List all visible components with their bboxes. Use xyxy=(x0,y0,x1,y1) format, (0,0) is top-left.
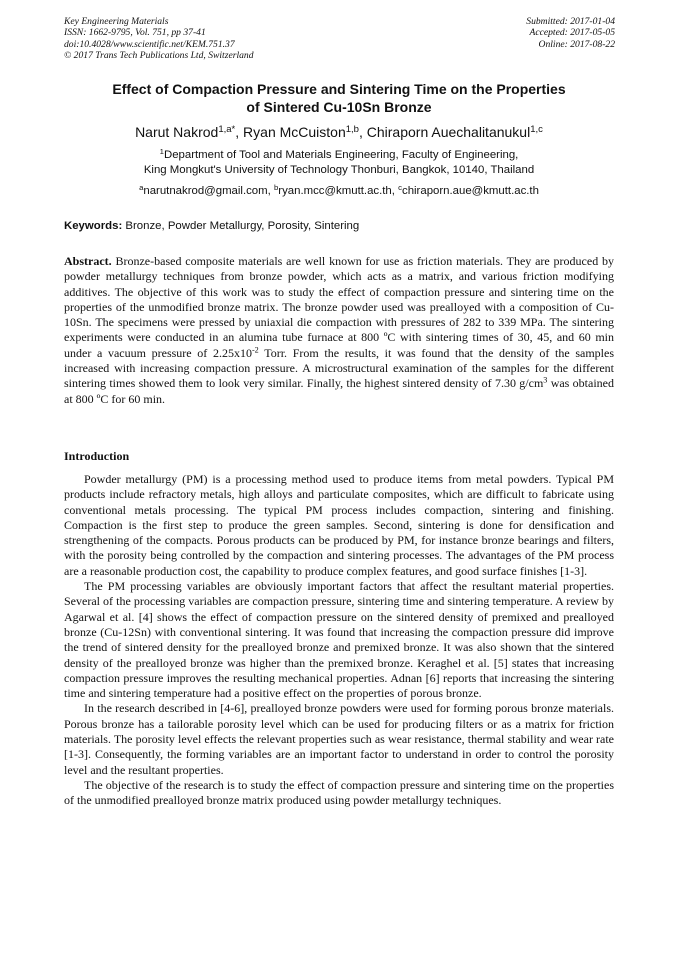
abstract-exponent: -2 xyxy=(251,345,259,355)
abstract-text: Bronze-based composite materials are well known for use as friction materials. They are produced by powder metallurgy techniques from bronze powder, which acts as a matrix, and various friction modifying additives. The objective of this work was to study the effect of compaction pressure and sintering time on the properties of the unmodified bronze matrix. The bronze powder used was prealloyed with a composition of Cu-10Sn. The specimens were pressed by uniaxial die compaction with pressures of 282 to 339 MPa. The sintering experiments were conducted in an alumina tube furnace at 800 ºC with sintering times of 30, 45, and 60 min under a vacuum pressure of 2.25x10 xyxy=(64,254,614,360)
publication-dates xyxy=(526,16,615,50)
keywords-label: Keywords: xyxy=(64,220,123,232)
section-heading-introduction: Introduction xyxy=(64,449,130,463)
email-marker: c xyxy=(398,182,402,192)
author-list: Narut Nakrod$^{1,a*}$, Ryan McCuiston$^{1,b}$, Chiraporn Auechalitanukul$^{1,c}$ xyxy=(135,123,543,140)
journal-copyright: © 2017 Trans Tech Publications Ltd, Switzerland xyxy=(64,49,254,61)
keywords-text: Bronze, Powder Metallurgy, Porosity, Sintering xyxy=(125,220,360,232)
email-marker: a xyxy=(139,182,144,192)
abstract-exponent: 3 xyxy=(543,375,548,385)
affiliation xyxy=(64,148,614,178)
paper-title xyxy=(64,80,614,116)
abstract-label: Abstract. xyxy=(64,254,112,268)
keywords xyxy=(64,219,614,234)
journal-doi[interactable]: doi:10.4028/www.scientific.net/KEM.751.37 xyxy=(64,38,235,50)
title-line-1: Effect of Compaction Pressure and Sintering Time on the Properties xyxy=(112,81,566,97)
online-date: Online: 2017-08-22 xyxy=(538,38,615,50)
paragraph: Powder metallurgy (PM) is a processing method used to produce items from metal powders. Typical PM products include refractory metals, high alloys and particulate composites, which are difficult to fabricate using conventional metals processing. The typical PM process includes compaction, sintering and finishing. Compaction is the first step to produce the green samples. Second, sintering is done for densification and strengthening of the compacts. Porous products can be produced by PM, for instance bronze bearings and filters, with the porosity being controlled by the compaction and sintering processes. The advantages of the PM process are a reasonable production cost, the capability to produce complex features, and good surface finishes [1-3]. xyxy=(64,472,614,578)
email-list: $^a$narutnakrod@gmail.com, $^b$ryan.mcc@kmutt.ac.th, $^c$chiraporn.aue@kmutt.ac.th xyxy=(139,182,539,197)
affiliation-line-2: King Mongkut's University of Technology Thonburi, Bangkok, 10140, Thailand xyxy=(143,164,535,176)
author-name: Chiraporn Auechalitanukul xyxy=(366,124,531,140)
author-name: Ryan McCuiston xyxy=(243,124,346,140)
abstract xyxy=(64,254,614,407)
abstract-text: was obtained at 800 ºC for 60 min. xyxy=(64,376,614,406)
accepted-date: Accepted: 2017-05-05 xyxy=(529,27,615,39)
title-line-2: of Sintered Cu-10Sn Bronze xyxy=(246,99,432,115)
introduction-body xyxy=(64,472,614,809)
journal-issn: ISSN: 1662-9795, Vol. 751, pp 37-41 xyxy=(64,27,206,39)
email-address[interactable]: narutnakrod@gmail.com xyxy=(143,185,268,197)
email-marker: b xyxy=(273,182,279,192)
paragraph: The objective of the research is to study the effect of compaction pressure and sintering time on the properties of the unmodified prealloyed bronze matrix produced using powder metallurgy techniques. xyxy=(64,777,614,808)
email-address[interactable]: ryan.mcc@kmutt.ac.th xyxy=(278,185,392,197)
email-address[interactable]: chiraporn.aue@kmutt.ac.th xyxy=(402,185,539,197)
submitted-date: Submitted: 2017-01-04 xyxy=(526,16,615,27)
affiliation-marker: 1 xyxy=(159,146,164,156)
affiliation-line-1: Department of Tool and Materials Engineering, Faculty of Engineering, xyxy=(163,149,519,161)
journal-name: Key Engineering Materials xyxy=(64,16,169,27)
paragraph: The PM processing variables are obviously important factors that affect the resultant material properties. Several of the processing variables are compaction pressure, sintering time and sintering temperature. A review by Agarwal et al. [4] shows the effect of compaction pressure on the sintered density of premixed and prealloyed bronze (Cu-12Sn) with conventional sintering. It was found that increasing the compaction pressure did improve the trend of sintered density for the prealloyed bronze and premixed bronze. It was also shown that the sintered density of the prealloyed bronze was higher than the premixed bronze. Keraghel et al. [5] states that increasing compaction pressure improves the resulting mechanical properties. Adnan [6] reports that increasing the sintering time and sintering temperature had a positive effect on the properties of porous bronze. xyxy=(64,579,614,701)
abstract-text: Torr. From the results, it was found that the density of the samples increased with increasing compaction pressure. A microstructural examination of the samples for the different sintering times showed them to look very similar. Finally, the highest sintered density of 7.30 g/cm xyxy=(64,345,614,391)
paragraph: In the research described in [4-6], prealloyed bronze powders were used for forming porous bronze materials. Porous bronze has a tailorable porosity level which can be used for producing filters or as a matrix for friction materials. The porosity level effects the relevant properties such as wear resistance, thermal stability and wear rate [1-3]. Consequently, the forming variables are an important factor to understand in order to control the porosity level and the resultant properties. xyxy=(64,701,614,777)
author-marker: 1,a* xyxy=(218,123,236,135)
author-marker: 1,c xyxy=(530,123,543,135)
author-marker: 1,b xyxy=(345,123,359,135)
journal-info xyxy=(64,16,254,61)
author-name: Narut Nakrod xyxy=(135,124,219,140)
